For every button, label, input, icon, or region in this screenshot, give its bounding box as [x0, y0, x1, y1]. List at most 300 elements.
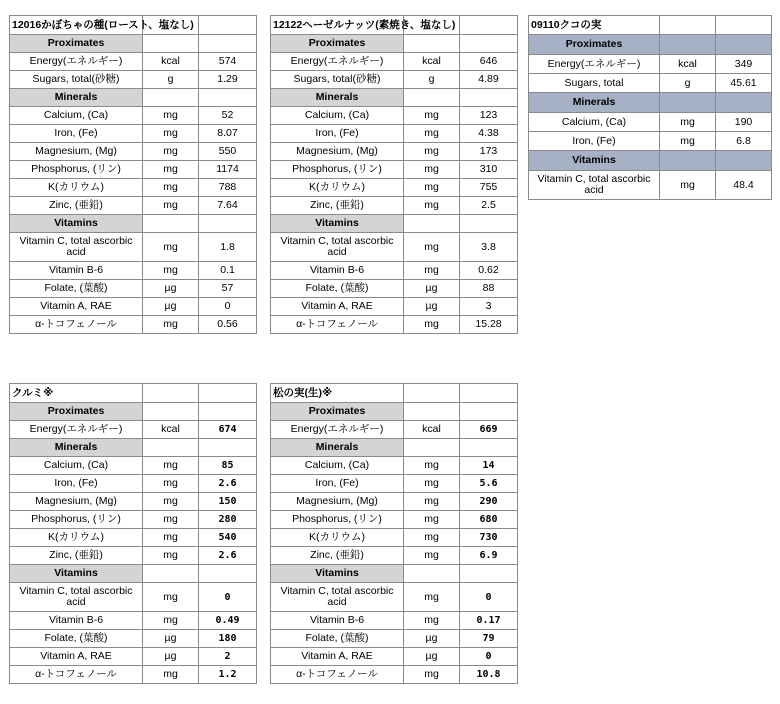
nutrient-value: 48.4 — [716, 171, 772, 200]
empty-cell — [404, 215, 460, 233]
nutrient-value: 8.07 — [199, 125, 257, 143]
nutrient-unit: mg — [143, 547, 199, 565]
nutrient-value: 2.6 — [199, 547, 257, 565]
nutrient-unit: mg — [404, 125, 460, 143]
nutrient-unit: mg — [404, 529, 460, 547]
table-title: 12016かぼちゃの種(ロースト、塩なし) — [10, 16, 143, 35]
nutrient-name: Vitamin C, total ascorbic acid — [271, 233, 404, 262]
nutrient-name: K(カリウム) — [271, 529, 404, 547]
nutrient-value: 52 — [199, 107, 257, 125]
table-row — [529, 74, 772, 93]
table-row — [271, 457, 518, 475]
table-row — [271, 547, 518, 565]
nutrient-value: 574 — [199, 53, 257, 71]
section-header-row — [10, 35, 257, 53]
nutrient-value: 2 — [199, 648, 257, 666]
table-row — [529, 171, 772, 200]
nutrient-name: Vitamin A, RAE — [271, 648, 404, 666]
nutrient-unit: mg — [143, 179, 199, 197]
nutrient-name: Calcium, (Ca) — [271, 457, 404, 475]
nutrient-value: 6.8 — [716, 132, 772, 151]
section-header: Proximates — [10, 35, 143, 53]
table-row — [10, 71, 257, 89]
empty-cell — [716, 151, 772, 171]
table-row — [10, 316, 257, 334]
empty-cell — [716, 93, 772, 113]
nutrient-name: Energy(エネルギー) — [10, 421, 143, 439]
nutrient-name: Magnesium, (Mg) — [10, 493, 143, 511]
empty-cell — [660, 151, 716, 171]
empty-cell — [660, 93, 716, 113]
nutrient-name: Vitamin C, total ascorbic acid — [271, 583, 404, 612]
empty-cell — [460, 384, 518, 403]
nutrition-table-hazelnuts — [270, 15, 518, 334]
nutrient-name: Phosphorus, (リン) — [10, 161, 143, 179]
nutrient-value: 4.89 — [460, 71, 518, 89]
table-row — [10, 493, 257, 511]
empty-cell — [199, 384, 257, 403]
nutrient-value: 180 — [199, 630, 257, 648]
nutrient-value: 1.8 — [199, 233, 257, 262]
section-header: Proximates — [271, 35, 404, 53]
nutrient-name: Magnesium, (Mg) — [10, 143, 143, 161]
nutrition-table-pumpkin-seeds — [9, 15, 257, 334]
nutrient-unit: mg — [143, 316, 199, 334]
nutrient-value: 173 — [460, 143, 518, 161]
nutrient-unit: g — [660, 74, 716, 93]
empty-cell — [716, 16, 772, 35]
nutrient-name: Folate, (葉酸) — [271, 280, 404, 298]
table-row — [271, 161, 518, 179]
table-row — [271, 529, 518, 547]
nutrient-name: Energy(エネルギー) — [529, 55, 660, 74]
nutrient-name: Sugars, total — [529, 74, 660, 93]
table-row — [271, 53, 518, 71]
nutrient-name: Vitamin B-6 — [10, 612, 143, 630]
nutrient-unit: mg — [143, 107, 199, 125]
nutrient-value: 290 — [460, 493, 518, 511]
table-row — [10, 143, 257, 161]
empty-cell — [404, 439, 460, 457]
section-header: Vitamins — [10, 215, 143, 233]
table-row — [10, 53, 257, 71]
table-title: 松の実(生)※ — [271, 384, 404, 403]
nutrient-unit: kcal — [404, 421, 460, 439]
nutrient-value: 3.8 — [460, 233, 518, 262]
nutrient-unit: g — [404, 71, 460, 89]
nutrient-unit: mg — [143, 666, 199, 684]
table-title-row — [10, 16, 257, 35]
empty-cell — [143, 35, 199, 53]
nutrient-unit: mg — [143, 233, 199, 262]
nutrient-value: 669 — [460, 421, 518, 439]
table-row — [271, 666, 518, 684]
section-header-row — [10, 439, 257, 457]
table-row — [271, 612, 518, 630]
nutrient-value: 0 — [199, 298, 257, 316]
table-title: クルミ※ — [10, 384, 143, 403]
nutrient-value: 0.1 — [199, 262, 257, 280]
nutrient-name: Zinc, (亜鉛) — [271, 197, 404, 215]
empty-cell — [660, 35, 716, 55]
table-row — [10, 457, 257, 475]
nutrient-unit: mg — [143, 475, 199, 493]
table-title: 12122ヘーゼルナッツ(素焼き、塩なし) — [271, 16, 404, 35]
table-row — [271, 475, 518, 493]
nutrient-value: 57 — [199, 280, 257, 298]
nutrition-table-pine-nuts — [270, 383, 518, 684]
nutrient-value: 6.9 — [460, 547, 518, 565]
nutrient-name: Vitamin B-6 — [271, 612, 404, 630]
nutrient-name: Folate, (葉酸) — [271, 630, 404, 648]
empty-cell — [199, 35, 257, 53]
nutrient-value: 674 — [199, 421, 257, 439]
table-row — [10, 612, 257, 630]
table-row — [271, 71, 518, 89]
section-header-row — [271, 565, 518, 583]
nutrient-unit: mg — [404, 316, 460, 334]
nutrient-unit: mg — [404, 197, 460, 215]
nutrient-value: 3 — [460, 298, 518, 316]
nutrient-unit: mg — [404, 583, 460, 612]
empty-cell — [460, 16, 518, 35]
nutrient-name: Vitamin B-6 — [271, 262, 404, 280]
section-header: Proximates — [271, 403, 404, 421]
empty-cell — [660, 16, 716, 35]
nutrient-value: 310 — [460, 161, 518, 179]
nutrient-value: 85 — [199, 457, 257, 475]
empty-cell — [143, 384, 199, 403]
nutrient-name: Zinc, (亜鉛) — [271, 547, 404, 565]
empty-cell — [460, 35, 518, 53]
empty-cell — [460, 403, 518, 421]
nutrient-unit: g — [143, 71, 199, 89]
table-title-row — [271, 16, 518, 35]
section-header: Minerals — [271, 89, 404, 107]
section-header-row — [271, 89, 518, 107]
table-row — [10, 161, 257, 179]
nutrient-value: 0 — [199, 583, 257, 612]
section-header-row — [10, 89, 257, 107]
nutrient-unit: mg — [404, 493, 460, 511]
nutrient-value: 550 — [199, 143, 257, 161]
table-row — [271, 233, 518, 262]
nutrient-unit: mg — [404, 511, 460, 529]
nutrient-name: Calcium, (Ca) — [10, 107, 143, 125]
table-row — [10, 179, 257, 197]
nutrient-unit: mg — [404, 262, 460, 280]
nutrient-value: 123 — [460, 107, 518, 125]
nutrient-value: 7.64 — [199, 197, 257, 215]
table-row — [10, 233, 257, 262]
nutrient-value: 45.61 — [716, 74, 772, 93]
table-row — [271, 280, 518, 298]
table-row — [271, 421, 518, 439]
nutrient-value: 88 — [460, 280, 518, 298]
table-row — [10, 475, 257, 493]
nutrient-unit: mg — [143, 529, 199, 547]
nutrient-unit: mg — [143, 457, 199, 475]
nutrient-unit: µg — [404, 648, 460, 666]
table-row — [271, 107, 518, 125]
nutrient-value: 280 — [199, 511, 257, 529]
nutrient-unit: mg — [404, 547, 460, 565]
nutrient-unit: kcal — [143, 421, 199, 439]
empty-cell — [460, 89, 518, 107]
nutrient-unit: mg — [660, 171, 716, 200]
nutrient-name: Vitamin C, total ascorbic acid — [529, 171, 660, 200]
nutrient-unit: kcal — [143, 53, 199, 71]
table-row — [10, 107, 257, 125]
nutrient-value: 349 — [716, 55, 772, 74]
empty-cell — [199, 89, 257, 107]
nutrient-name: Energy(エネルギー) — [10, 53, 143, 71]
nutrient-unit: kcal — [404, 53, 460, 71]
nutrient-value: 0.56 — [199, 316, 257, 334]
nutrient-value: 190 — [716, 113, 772, 132]
nutrient-value: 0 — [460, 648, 518, 666]
nutrient-name: Vitamin B-6 — [10, 262, 143, 280]
table-title-row — [10, 384, 257, 403]
empty-cell — [460, 215, 518, 233]
nutrient-name: Magnesium, (Mg) — [271, 493, 404, 511]
table-row — [10, 547, 257, 565]
empty-cell — [199, 215, 257, 233]
nutrient-name: Phosphorus, (リン) — [10, 511, 143, 529]
empty-cell — [199, 439, 257, 457]
nutrient-name: Folate, (葉酸) — [10, 630, 143, 648]
table-row — [271, 493, 518, 511]
nutrient-value: 0.17 — [460, 612, 518, 630]
nutrient-value: 755 — [460, 179, 518, 197]
nutrient-name: K(カリウム) — [10, 179, 143, 197]
nutrient-value: 2.6 — [199, 475, 257, 493]
nutrient-unit: µg — [143, 280, 199, 298]
nutrient-unit: mg — [143, 197, 199, 215]
nutrient-unit: mg — [404, 143, 460, 161]
table-row — [271, 316, 518, 334]
table-row — [10, 421, 257, 439]
nutrient-value: 15.28 — [460, 316, 518, 334]
section-header: Minerals — [10, 89, 143, 107]
section-header: Proximates — [529, 35, 660, 55]
nutrient-value: 1.2 — [199, 666, 257, 684]
table-row — [271, 197, 518, 215]
nutrient-unit: mg — [143, 583, 199, 612]
nutrient-name: Energy(エネルギー) — [271, 53, 404, 71]
nutrient-name: α-トコフェノール — [10, 666, 143, 684]
nutrient-value: 79 — [460, 630, 518, 648]
nutrient-name: Calcium, (Ca) — [10, 457, 143, 475]
nutrient-unit: mg — [404, 612, 460, 630]
nutrient-unit: mg — [143, 493, 199, 511]
table-row — [271, 630, 518, 648]
nutrient-name: Iron, (Fe) — [10, 475, 143, 493]
nutrient-unit: mg — [143, 143, 199, 161]
empty-cell — [143, 403, 199, 421]
section-header: Vitamins — [271, 215, 404, 233]
nutrient-name: K(カリウム) — [271, 179, 404, 197]
nutrient-unit: µg — [404, 298, 460, 316]
table-row — [271, 298, 518, 316]
table-row — [10, 280, 257, 298]
nutrient-name: α-トコフェノール — [10, 316, 143, 334]
table-row — [10, 583, 257, 612]
empty-cell — [404, 89, 460, 107]
empty-cell — [199, 403, 257, 421]
section-header-row — [271, 35, 518, 53]
nutrient-name: Magnesium, (Mg) — [271, 143, 404, 161]
nutrient-name: Iron, (Fe) — [271, 475, 404, 493]
nutrient-name: Vitamin A, RAE — [10, 648, 143, 666]
nutrient-unit: mg — [143, 511, 199, 529]
table-row — [271, 511, 518, 529]
nutrient-name: Zinc, (亜鉛) — [10, 197, 143, 215]
nutrient-value: 2.5 — [460, 197, 518, 215]
empty-cell — [199, 565, 257, 583]
section-header: Minerals — [529, 93, 660, 113]
nutrient-name: Calcium, (Ca) — [529, 113, 660, 132]
nutrient-name: Vitamin A, RAE — [10, 298, 143, 316]
nutrient-value: 14 — [460, 457, 518, 475]
nutrient-name: Calcium, (Ca) — [271, 107, 404, 125]
table-row — [271, 262, 518, 280]
nutrient-unit: µg — [143, 648, 199, 666]
nutrient-value: 680 — [460, 511, 518, 529]
nutrient-unit: mg — [404, 457, 460, 475]
nutrient-unit: mg — [404, 666, 460, 684]
nutrient-unit: mg — [404, 475, 460, 493]
empty-cell — [143, 565, 199, 583]
nutrient-name: Sugars, total(砂糖) — [271, 71, 404, 89]
nutrient-unit: mg — [143, 612, 199, 630]
section-header-row — [271, 439, 518, 457]
table-row — [529, 132, 772, 151]
nutrient-name: α-トコフェノール — [271, 316, 404, 334]
nutrient-name: Iron, (Fe) — [10, 125, 143, 143]
nutrient-value: 5.6 — [460, 475, 518, 493]
nutrient-name: Iron, (Fe) — [271, 125, 404, 143]
table-title-row — [271, 384, 518, 403]
nutrient-unit: µg — [404, 630, 460, 648]
nutrient-name: Sugars, total(砂糖) — [10, 71, 143, 89]
section-header-row — [10, 215, 257, 233]
section-header-row — [529, 151, 772, 171]
nutrient-unit: kcal — [660, 55, 716, 74]
nutrient-name: Vitamin C, total ascorbic acid — [10, 233, 143, 262]
table-row — [10, 529, 257, 547]
table-row — [10, 630, 257, 648]
section-header: Vitamins — [10, 565, 143, 583]
empty-cell — [404, 565, 460, 583]
table-row — [10, 298, 257, 316]
table-title: 09110クコの実 — [529, 16, 660, 35]
section-header-row — [529, 93, 772, 113]
nutrient-value: 788 — [199, 179, 257, 197]
empty-cell — [460, 565, 518, 583]
empty-cell — [404, 35, 460, 53]
section-header-row — [10, 565, 257, 583]
empty-cell — [143, 89, 199, 107]
table-row — [271, 125, 518, 143]
nutrition-table-goji-berries — [528, 15, 772, 200]
table-row — [271, 583, 518, 612]
nutrient-name: Vitamin A, RAE — [271, 298, 404, 316]
table-row — [271, 648, 518, 666]
nutrient-value: 0.49 — [199, 612, 257, 630]
table-row — [10, 197, 257, 215]
nutrient-value: 540 — [199, 529, 257, 547]
nutrient-unit: µg — [143, 630, 199, 648]
nutrient-name: Phosphorus, (リン) — [271, 161, 404, 179]
table-row — [10, 262, 257, 280]
empty-cell — [143, 215, 199, 233]
section-header-row — [271, 403, 518, 421]
section-header-row — [271, 215, 518, 233]
nutrient-unit: mg — [660, 113, 716, 132]
section-header: Vitamins — [529, 151, 660, 171]
table-row — [529, 113, 772, 132]
nutrition-table-walnuts — [9, 383, 257, 684]
section-header: Minerals — [10, 439, 143, 457]
nutrient-value: 1.29 — [199, 71, 257, 89]
nutrient-unit: mg — [660, 132, 716, 151]
empty-cell — [404, 403, 460, 421]
nutrient-unit: mg — [404, 233, 460, 262]
nutrient-unit: mg — [404, 107, 460, 125]
nutrient-unit: mg — [143, 125, 199, 143]
nutrient-name: K(カリウム) — [10, 529, 143, 547]
nutrient-name: α-トコフェノール — [271, 666, 404, 684]
nutrient-value: 150 — [199, 493, 257, 511]
section-header-row — [10, 403, 257, 421]
section-header-row — [529, 35, 772, 55]
empty-cell — [199, 16, 257, 35]
nutrient-unit: mg — [404, 161, 460, 179]
nutrient-name: Iron, (Fe) — [529, 132, 660, 151]
section-header: Vitamins — [271, 565, 404, 583]
nutrient-value: 730 — [460, 529, 518, 547]
nutrient-unit: mg — [143, 262, 199, 280]
nutrient-value: 1174 — [199, 161, 257, 179]
empty-cell — [716, 35, 772, 55]
nutrient-value: 4.38 — [460, 125, 518, 143]
nutrient-name: Folate, (葉酸) — [10, 280, 143, 298]
nutrient-unit: µg — [404, 280, 460, 298]
empty-cell — [460, 439, 518, 457]
nutrient-unit: mg — [143, 161, 199, 179]
nutrient-name: Phosphorus, (リン) — [271, 511, 404, 529]
section-header: Proximates — [10, 403, 143, 421]
nutrient-value: 0.62 — [460, 262, 518, 280]
table-row — [271, 143, 518, 161]
nutrient-name: Vitamin C, total ascorbic acid — [10, 583, 143, 612]
table-title-row — [529, 16, 772, 35]
table-row — [271, 179, 518, 197]
nutrient-unit: µg — [143, 298, 199, 316]
nutrient-unit: mg — [404, 179, 460, 197]
table-row — [10, 125, 257, 143]
empty-cell — [404, 384, 460, 403]
table-row — [10, 511, 257, 529]
nutrient-value: 10.8 — [460, 666, 518, 684]
table-row — [529, 55, 772, 74]
nutrient-name: Zinc, (亜鉛) — [10, 547, 143, 565]
table-row — [10, 648, 257, 666]
nutrient-value: 0 — [460, 583, 518, 612]
table-row — [10, 666, 257, 684]
section-header: Minerals — [271, 439, 404, 457]
